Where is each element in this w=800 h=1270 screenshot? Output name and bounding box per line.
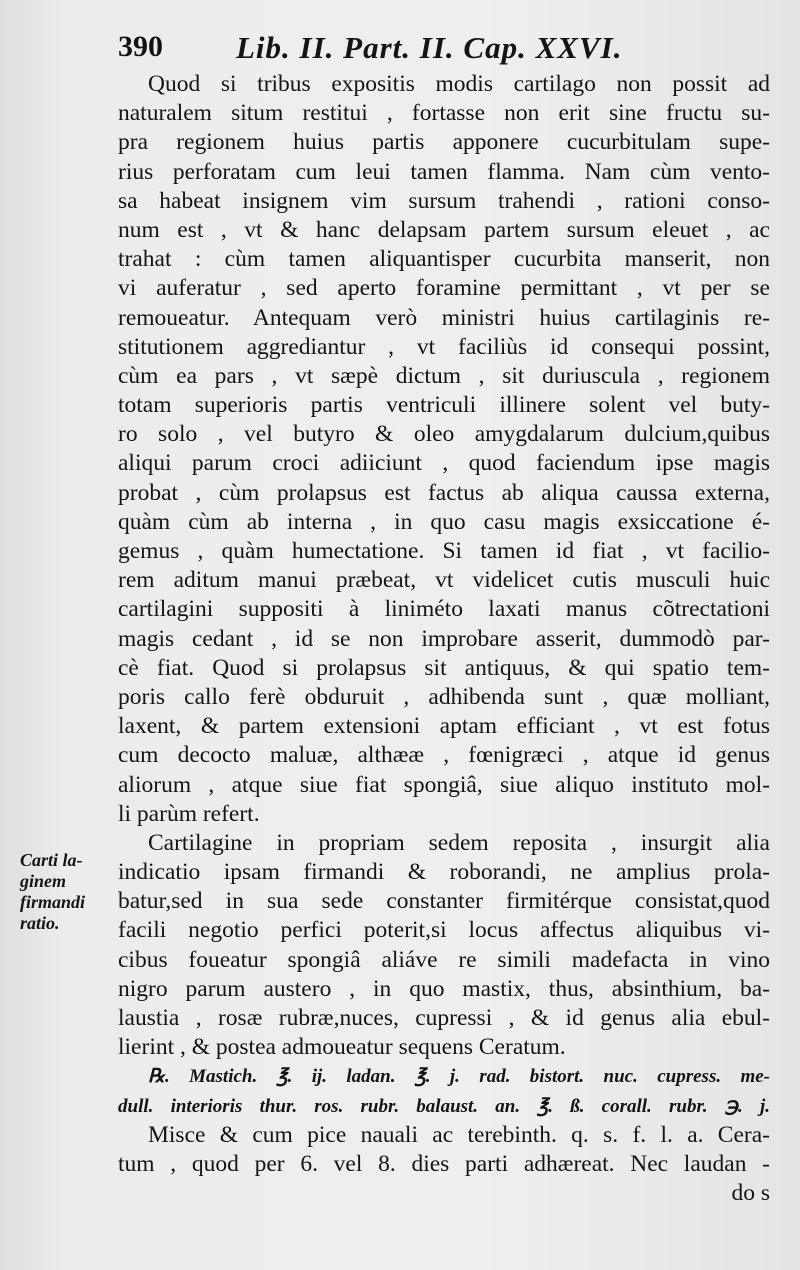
- body-text: [118, 70, 770, 1208]
- text-line: tum , quod per 6. vel 8. dies parti adhæreat. Nec laudan -: [118, 1150, 770, 1177]
- text-line: lierint , & postea admoueatur sequens Ceratum.: [118, 1034, 566, 1061]
- text-line: rem aditum manui præbeat, vt videlicet cutis musculi huic: [118, 567, 770, 594]
- text-line: nigro parum austero , in quo mastix, thus, absinthium, ba-: [118, 975, 770, 1002]
- margin-note-line: ginem: [20, 871, 67, 891]
- text-line: probat , cùm prolapsus est factus ab aliqua caussa externa,: [118, 479, 770, 506]
- margin-note-line: firmandi: [20, 892, 86, 912]
- running-head: Lib. II. Part. II. Cap. XXVI.: [236, 30, 623, 65]
- text-line: batur,sed in sua sede constanter firmitérque consistat,quod: [118, 888, 770, 915]
- text-line: sa habeat insignem vim sursum trahendi , rationi conso-: [118, 187, 770, 214]
- text-line: cibus foueatur spongiâ aliáve re simili madefacta in vino: [118, 946, 770, 973]
- text-line: laustia , rosæ rubræ,nuces, cupressi , & id genus alia ebul-: [118, 1005, 770, 1031]
- text-line: rius perforatam cum leui tamen flamma. Nam cùm vento-: [118, 158, 770, 185]
- text-line: facili negotio perfici poterit,si locus affectus aliquibus vi-: [118, 917, 770, 944]
- text-line: cum decocto maluæ, althææ , fœnigræci , atque id genus: [118, 742, 770, 769]
- text-line: aliqui parum croci adiiciunt , quod faciendum ipse magis: [118, 450, 770, 477]
- text-line: magis cedant , id se non improbare asserit, dummodò par-: [118, 625, 770, 652]
- text-line: aliorum , atque siue fiat spongiâ, siue aliquo instituto mol-: [118, 771, 770, 798]
- text-line: cartilagini suppositi à liniméto laxati manus cõtrectationi: [118, 596, 770, 623]
- margin-note-line: ratio.: [20, 913, 60, 933]
- text-line: ro solo , vel butyro & oleo amygdalarum dulcium,quibus: [118, 421, 770, 448]
- recipe-line: ℞. Mastich. ℥. ij. ladan. ℥. j. rad. bistort. nuc. cupress. me-: [148, 1066, 770, 1088]
- text-line: poris callo ferè obduruit , adhibenda sunt , quæ molliant,: [118, 683, 770, 710]
- text-line: trahat : cùm tamen aliquantisper cucurbita manserit, non: [118, 246, 770, 273]
- text-line: gemus , quàm humectatione. Si tamen id fiat , vt facilio-: [118, 538, 770, 564]
- text-line: totam superioris partis ventriculi illinere solent vel buty-: [118, 392, 770, 419]
- page-number: 390: [118, 30, 163, 63]
- margin-note: [20, 850, 115, 934]
- text-line: remoueatur. Antequam verò ministri huius cartilaginis re-: [118, 304, 770, 331]
- text-line: cùm ea pars , vt sæpè dictum , sit duriuscula , regionem: [118, 362, 770, 389]
- text-line: indicatio ipsam firmandi & roborandi, ne amplius prola-: [118, 859, 770, 886]
- text-line: Quod si tribus expositis modis cartilago non possit ad: [148, 71, 770, 97]
- catchword: do s: [731, 1180, 770, 1207]
- text-line: li parùm refert.: [118, 800, 260, 827]
- margin-note-line: Carti la-: [20, 850, 83, 870]
- text-line: pra regionem huius partis apponere cucurbitulam supe-: [118, 129, 770, 156]
- text-line: naturalem situm restitui , fortasse non erit sine fructu su-: [118, 100, 770, 127]
- text-line: stitutionem aggrediantur , vt faciliùs id consequi possint,: [118, 333, 770, 360]
- page-header: [118, 30, 698, 70]
- text-line: Cartilagine in propriam sedem reposita , insurgit alia: [148, 829, 770, 856]
- text-line: cè fiat. Quod si prolapsus sit antiquus, & qui spatio tem-: [118, 654, 770, 681]
- text-line: vi auferatur , sed aperto foramine permittant , vt per se: [118, 275, 770, 302]
- text-line: quàm cùm ab interna , in quo casu magis exsiccatione é-: [118, 508, 770, 535]
- recipe-line: dull. interioris thur. ros. rubr. balaust. an. ℥. ß. corall. rubr. ℈. j.: [118, 1095, 770, 1117]
- text-line: num est , vt & hanc delapsam partem sursum eleuet , ac: [118, 216, 770, 243]
- text-line: Misce & cum pice nauali ac terebinth. q. s. f. l. a. Cera-: [148, 1121, 770, 1148]
- text-line: laxent, & partem extensioni aptam efficiant , vt est fotus: [118, 713, 770, 740]
